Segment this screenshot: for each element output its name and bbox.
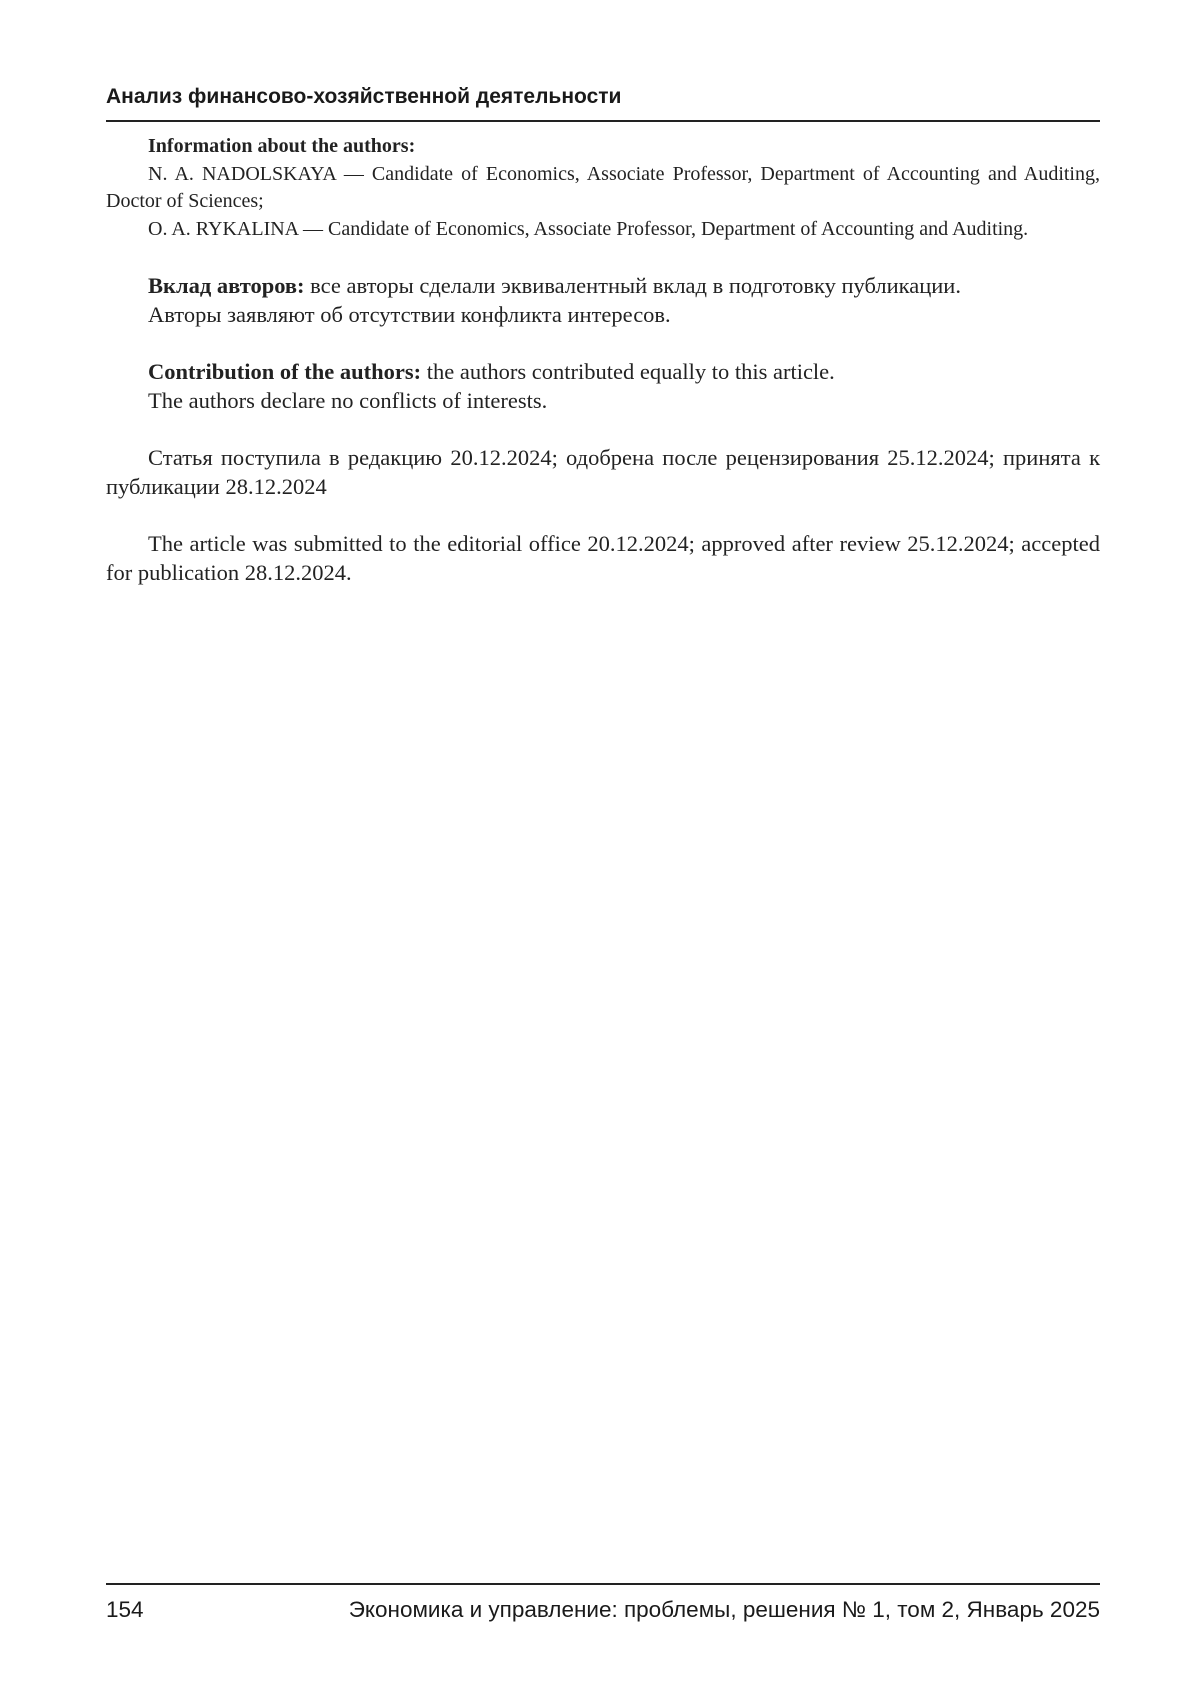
dates-ru: Статья поступила в редакцию 20.12.2024; одобрена после рецензирования 25.12.2024; принята к публикации 28.12.2024 bbox=[106, 445, 1100, 499]
article-back-matter bbox=[106, 133, 1100, 587]
journal-citation: Экономика и управление: проблемы, решения № 1, том 2, Январь 2025 bbox=[348, 1597, 1100, 1622]
contribution-en-statement bbox=[106, 357, 1100, 386]
running-header: Анализ финансово-хозяйственной деятельности bbox=[106, 85, 622, 108]
contribution-ru-statement bbox=[106, 271, 1100, 300]
authors-info bbox=[106, 133, 1100, 243]
author-entry: O. A. RYKALINA — Candidate of Economics, Associate Professor, Department of Accounting and Auditing. bbox=[148, 217, 1029, 240]
author-entry: N. A. NADOLSKAYA — Candidate of Economics, Associate Professor, Department of Accounting and Auditing, Doctor of Sciences; bbox=[106, 162, 1100, 212]
footer-divider bbox=[106, 1583, 1100, 1585]
contribution-en bbox=[106, 357, 1100, 415]
dates-en: The article was submitted to the editorial office 20.12.2024; approved after review 25.12.2024; accepted for publication 28.12.2024. bbox=[106, 531, 1100, 585]
header-divider bbox=[106, 120, 1100, 122]
contribution-en-label: Contribution of the authors: bbox=[148, 359, 422, 384]
page-number: 154 bbox=[106, 1597, 144, 1622]
conflict-en-statement: The authors declare no conflicts of interests. bbox=[148, 388, 548, 413]
authors-info-heading bbox=[106, 133, 1100, 161]
conflict-ru-statement: Авторы заявляют об отсутствии конфликта интересов. bbox=[148, 302, 671, 327]
contribution-ru-text: все авторы сделали эквивалентный вклад в подготовку публикации. bbox=[304, 273, 961, 298]
contribution-ru bbox=[106, 271, 1100, 329]
contribution-en-text: the authors contributed equally to this article. bbox=[421, 359, 835, 384]
contribution-ru-label: Вклад авторов: bbox=[148, 273, 305, 298]
authors-info-heading-text: Information about the authors: bbox=[148, 135, 416, 157]
page-footer bbox=[106, 1594, 1100, 1626]
